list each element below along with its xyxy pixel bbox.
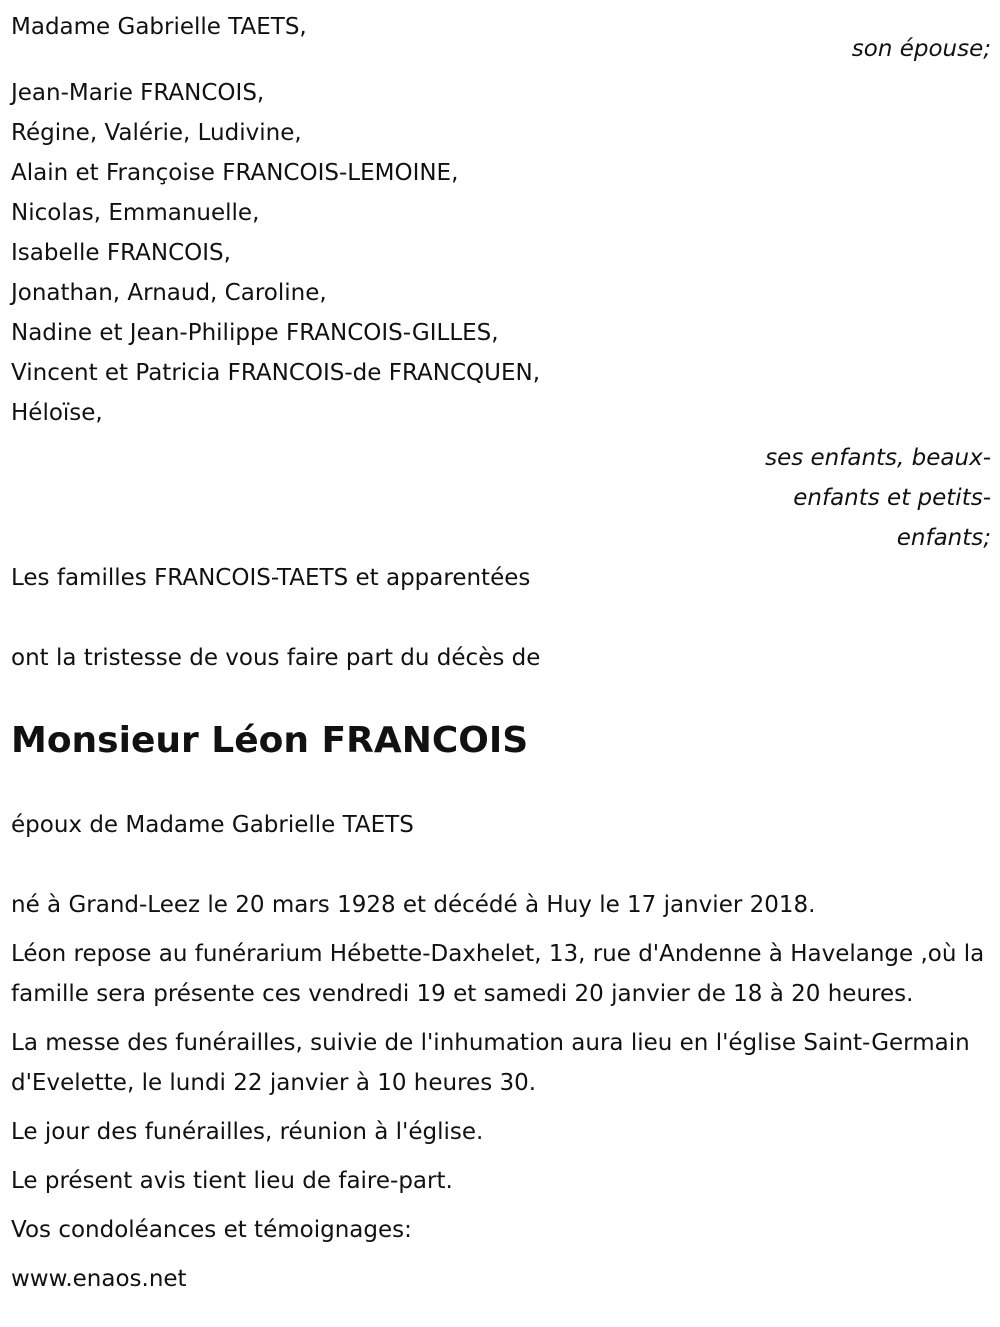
condolences-paragraph: Vos condoléances et témoignages:	[11, 1217, 412, 1243]
funeral-mass-paragraph: La messe des funérailles, suivie de l'inhumation aura lieu en l'église Saint-Germain d'Evelette, le lundi 22 janvier à 10 heures 30.	[11, 1030, 970, 1096]
list-item: Nadine et Jean-Philippe FRANCOIS-GILLES,	[11, 320, 499, 346]
children-role: ses enfants, beaux-enfants et petits-enfants;	[765, 445, 991, 551]
spacer	[11, 598, 991, 638]
notice-paragraph: Le présent avis tient lieu de faire-part.	[11, 1168, 453, 1194]
families-line: Les familles FRANCOIS-TAETS et apparentées	[11, 565, 531, 591]
website-link[interactable]: www.enaos.net	[11, 1266, 187, 1292]
list-item: Isabelle FRANCOIS,	[11, 240, 231, 266]
deceased-name: Monsieur Léon FRANCOIS	[11, 720, 529, 761]
reunion-paragraph: Le jour des funérailles, réunion à l'église.	[11, 1119, 484, 1145]
children-list	[11, 73, 991, 433]
list-item: Jean-Marie FRANCOIS,	[11, 80, 265, 106]
repose-paragraph: Léon repose au funérarium Hébette-Daxhelet, 13, rue d'Andenne à Havelange ,où la famille sera présente ces vendredi 19 et samedi 20 janvier de 18 à 20 heures.	[11, 941, 985, 1007]
list-item: Alain et Françoise FRANCOIS-LEMOINE,	[11, 160, 459, 186]
birth-death-paragraph: né à Grand-Leez le 20 mars 1928 et décédé à Huy le 17 janvier 2018.	[11, 892, 816, 918]
list-item: Régine, Valérie, Ludivine,	[11, 120, 302, 146]
obituary-notice	[11, 7, 991, 1299]
spouse-of-line: époux de Madame Gabrielle TAETS	[11, 812, 414, 838]
list-item: Nicolas, Emmanuelle,	[11, 200, 260, 226]
list-item: Vincent et Patricia FRANCOIS-de FRANCQUEN,	[11, 360, 540, 386]
spouse-name: Madame Gabrielle TAETS,	[11, 14, 307, 40]
list-item: Jonathan, Arnaud, Caroline,	[11, 280, 327, 306]
spouse-role: son épouse;	[851, 36, 991, 62]
announcement-line: ont la tristesse de vous faire part du décès de	[11, 645, 541, 671]
list-item: Héloïse,	[11, 400, 103, 426]
